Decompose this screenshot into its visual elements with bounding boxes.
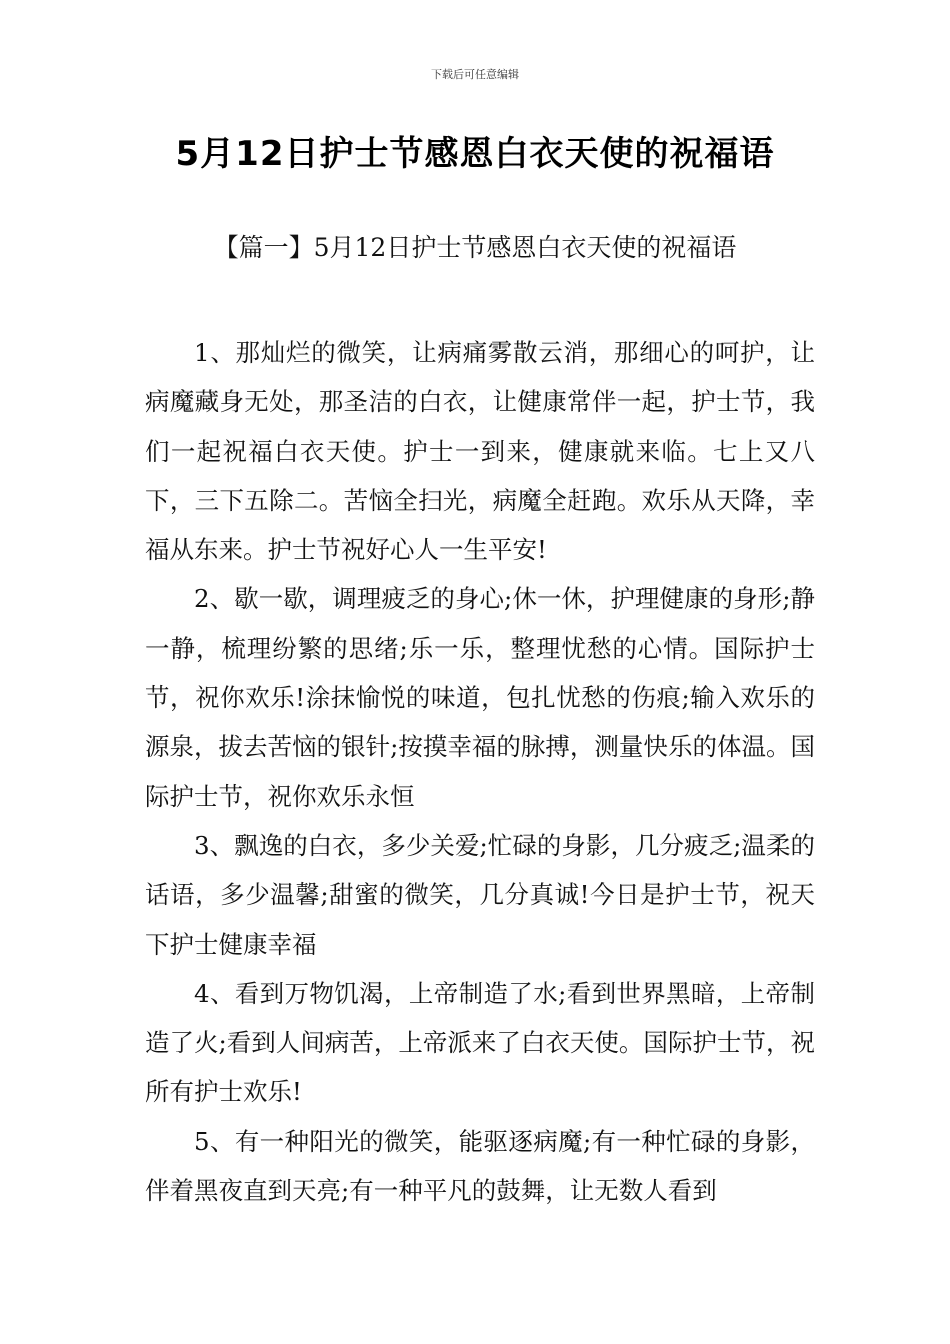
body-text <box>145 328 815 1215</box>
paragraph-4: 4、看到万物饥渴，上帝制造了水;看到世界黑暗，上帝制造了火;看到人间病苦，上帝派来了白衣天使。国际护士节，祝所有护士欢乐! <box>145 978 815 1107</box>
section-heading: 【篇一】5月12日护士节感恩白衣天使的祝福语 <box>213 233 737 262</box>
paragraph-5: 5、有一种阳光的微笑，能驱逐病魔;有一种忙碌的身影，伴着黑夜直到天亮;有一种平凡的鼓舞，让无数人看到 <box>145 1126 815 1206</box>
paragraph-3: 3、飘逸的白衣，多少关爱;忙碌的身影，几分疲乏;温柔的话语，多少温馨;甜蜜的微笑，几分真诚!今日是护士节，祝天下护士健康幸福 <box>145 830 815 959</box>
paragraph-1: 1、那灿烂的微笑，让病痛雾散云消，那细心的呵护，让病魔藏身无处，那圣洁的白衣，让健康常伴一起，护士节，我们一起祝福白衣天使。护士一到来，健康就来临。七上又八下，三下五除二。苦恼全扫光，病魔全赶跑。欢乐从天降，幸福从东来。护士节祝好心人一生平安! <box>145 338 815 565</box>
header-note: 下载后可任意编辑 <box>431 68 519 81</box>
document-title: 5月12日护士节感恩白衣天使的祝福语 <box>175 134 775 174</box>
paragraph-2: 2、歇一歇，调理疲乏的身心;休一休，护理健康的身形;静一静，梳理纷繁的思绪;乐一乐，整理忧愁的心情。国际护士节，祝你欢乐!涂抹愉悦的味道，包扎忧愁的伤痕;输入欢乐的源泉，拔去苦恼的银针;按摸幸福的脉搏，测量快乐的体温。国际护士节，祝你欢乐永恒 <box>145 584 815 811</box>
